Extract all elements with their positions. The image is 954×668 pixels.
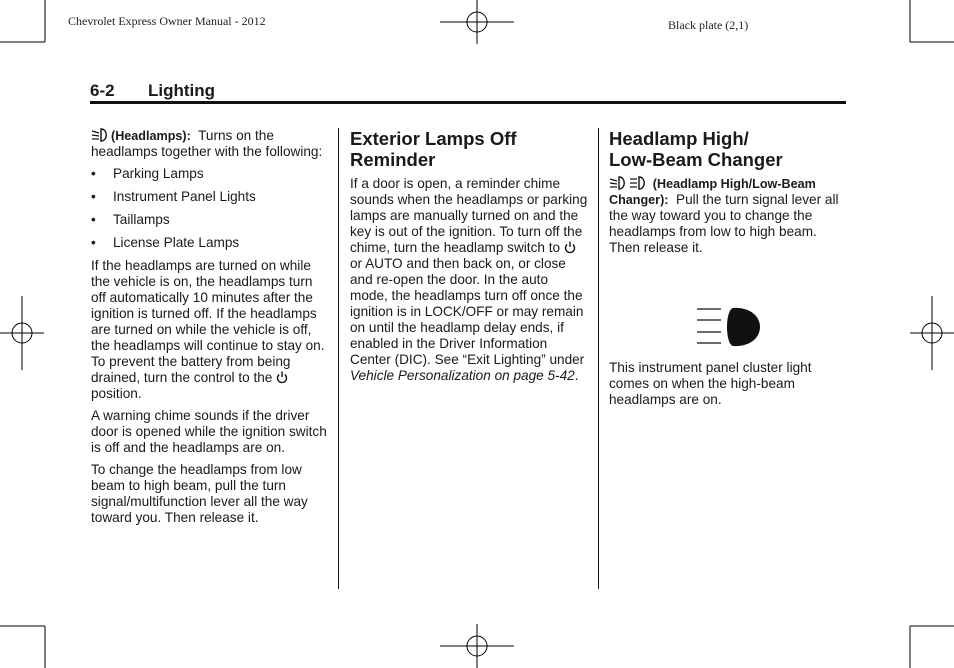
beam-changer-text: Pull the turn signal lever all the way toward you to change the headlamps from low to high beam. Then release it. [609, 192, 839, 255]
section-rule [90, 101, 846, 104]
lamp-list [91, 166, 331, 251]
column-1 [91, 128, 331, 532]
beam-changer-lead [609, 176, 847, 256]
column-divider [598, 128, 599, 589]
manual-title: Chevrolet Express Owner Manual - 2012 [68, 14, 266, 28]
beam-changer-heading-line1: Headlamp High/ [609, 128, 749, 149]
indicator-caption: This instrument panel cluster light comes on when the high-beam headlamps are on. [609, 360, 812, 407]
list-item: • Parking Lamps [91, 166, 331, 182]
beam-changer-heading [609, 128, 847, 170]
high-beam-indicator-icon [609, 306, 847, 348]
registration-mark-icon [440, 624, 514, 668]
beam-change-paragraph: To change the headlamps from low beam to high beam, pull the turn signal/multifunction lever all the way toward you. Then release it. [91, 462, 308, 525]
registration-mark-icon [910, 296, 954, 370]
reminder-text-a: If a door is open, a reminder chime sounds when the headlamps or parking lamps are manually turned on and the key is out of the ignition. To turn off the chime, turn the headlamp switch to [350, 176, 588, 255]
section-heading [90, 81, 215, 101]
auto-off-text: If the headlamps are turned on while the vehicle is on, the headlamps turn off automatically 10 minutes after the ignition is turned off. If the headlamps are turned on while the vehicle is off, the headlamps will continue to stay on. To prevent the battery from being drained, turn the control to the [91, 258, 325, 385]
list-item: • Instrument Panel Lights [91, 189, 331, 205]
plate-label: Black plate (2,1) [668, 18, 749, 32]
headlamps-label: (Headlamps): [111, 129, 191, 143]
beam-changer-heading-line2: Low-Beam Changer [609, 149, 783, 170]
auto-off-paragraph [91, 258, 331, 402]
headlamp-icon [91, 128, 109, 142]
column-3 [609, 128, 847, 414]
beam-changer-label: (Headlamp High/Low-Beam Changer): [609, 177, 816, 207]
registration-mark-icon [440, 0, 514, 44]
headlamps-lead-text: Turns on the headlamps together with the following: [91, 128, 323, 159]
warning-chime-paragraph: A warning chime sounds if the driver door is opened while the ignition switch is off and the headlamps are on. [91, 408, 327, 455]
exterior-lamps-heading: Exterior Lamps Off Reminder [350, 128, 517, 170]
high-beam-icon [629, 176, 647, 190]
spacer [609, 348, 847, 360]
list-item: • Taillamps [91, 212, 331, 228]
reminder-text-b: or AUTO and then back on, or close and re-open the door. In the auto mode, the headlamps turn off once the ignition is in LOCK/OFF or may remain on until the headlamp delay ends, if enabled in the Driver Information Center (DIC). See “Exit Lighting” under [350, 256, 585, 367]
list-item: • License Plate Lamps [91, 235, 331, 251]
power-off-icon [564, 241, 576, 254]
column-2 [350, 128, 588, 390]
auto-off-text-end: position. [91, 386, 142, 401]
low-beam-icon [609, 176, 627, 190]
spacer [609, 262, 847, 306]
column-divider [338, 128, 339, 589]
reminder-paragraph [350, 176, 588, 384]
registration-mark-icon [0, 296, 44, 370]
section-title: Lighting [148, 81, 216, 100]
power-off-icon [276, 371, 288, 384]
section-number: 6-2 [90, 81, 115, 100]
cross-reference-link: Vehicle Personalization on page 5-42 [350, 368, 575, 383]
reminder-text-end: . [574, 368, 579, 383]
headlamps-lead [91, 128, 331, 160]
